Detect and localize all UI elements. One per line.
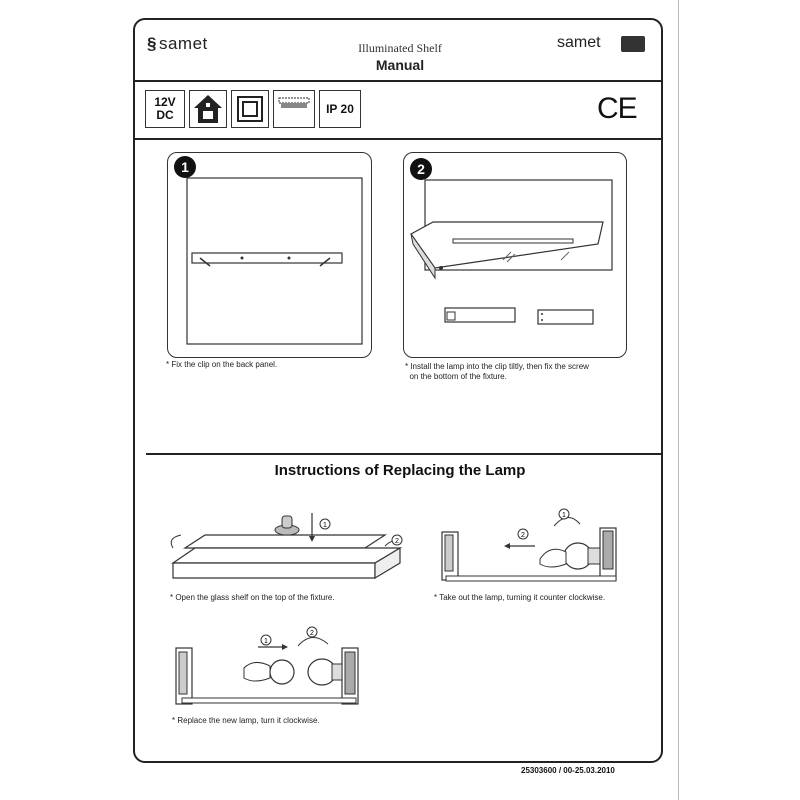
spec-divider	[133, 138, 663, 140]
remove-lamp-caption: * Take out the lamp, turning it counter clockwise.	[434, 593, 606, 602]
ce-mark: CE	[597, 92, 637, 125]
replacing-lamp-title: Instructions of Replacing the Lamp	[274, 462, 526, 479]
step-1-number: 1	[174, 156, 196, 178]
samet-s-icon: §	[147, 34, 157, 53]
voltage-spec: 12V DC	[145, 90, 185, 128]
step-2-illustration	[403, 152, 627, 358]
step-1-caption: * Fix the clip on the back panel.	[166, 360, 278, 369]
remove-lamp-illustration	[440, 504, 640, 584]
header-divider	[133, 80, 663, 82]
document-title: Illuminated Shelf	[358, 41, 442, 55]
brand-badge-icon	[621, 36, 645, 52]
svg-text:2: 2	[310, 630, 314, 637]
samet-logo-left	[147, 34, 208, 54]
marker-2: 2	[395, 538, 399, 545]
svg-text:2: 2	[521, 532, 525, 539]
samet-logo-right: samet	[557, 34, 601, 51]
install-lamp-caption: * Replace the new lamp, turn it clockwise.	[172, 716, 320, 725]
install-lamp-illustration	[172, 628, 372, 708]
brand-left-text: samet	[158, 34, 208, 53]
step-2-number: 2	[410, 158, 432, 180]
double-insulation-icon	[231, 90, 269, 128]
surface-mount-icon	[273, 90, 315, 128]
section-divider	[146, 453, 661, 455]
step-1-illustration	[167, 152, 372, 358]
document-code: 25303600 / 00-25.03.2010	[521, 766, 615, 775]
indoor-house-icon	[189, 90, 227, 128]
right-margin-line	[678, 0, 679, 800]
marker-1: 1	[323, 522, 327, 529]
svg-text:1: 1	[264, 638, 268, 645]
ip-rating-spec: IP 20	[319, 90, 361, 128]
step-2-caption: * Install the lamp into the clip tiltly, then fix the screw on the bottom of the fixture.	[405, 362, 589, 381]
svg-text:1: 1	[562, 512, 566, 519]
open-shelf-illustration	[165, 508, 415, 598]
document-subtitle: Manual	[375, 57, 425, 73]
open-shelf-caption: * Open the glass shelf on the top of the fixture.	[170, 593, 335, 602]
